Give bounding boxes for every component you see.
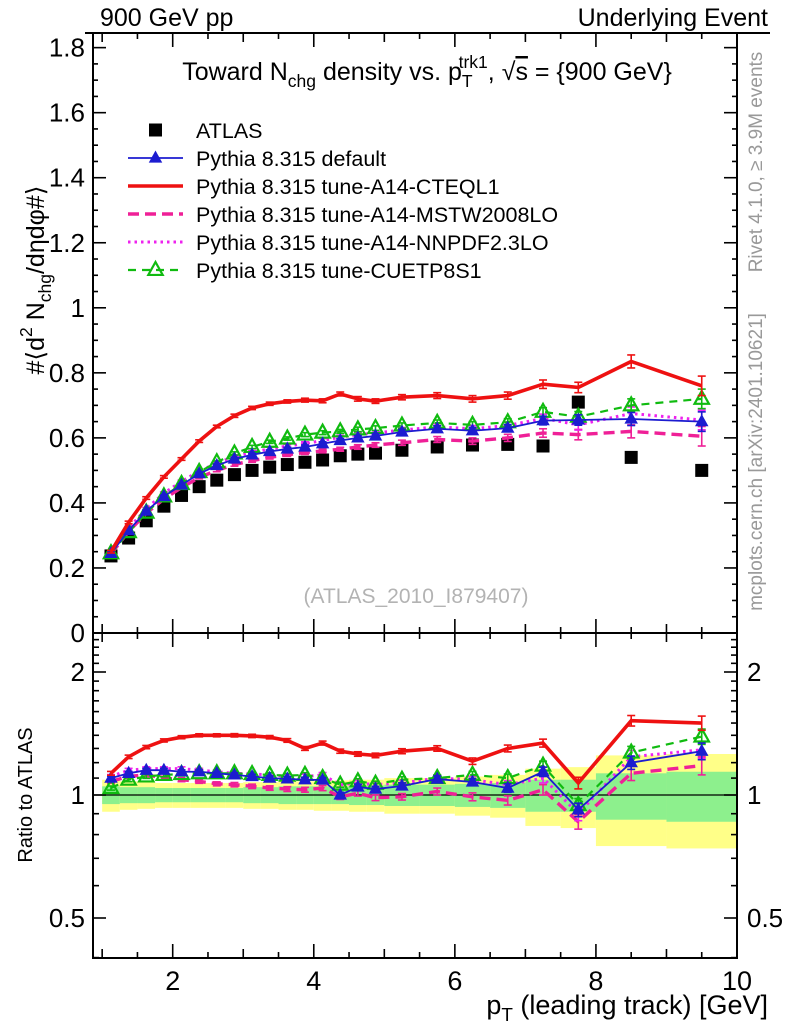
data-point-atlas: [281, 458, 294, 471]
data-point-atlas: [625, 451, 638, 464]
x-tick-label: 8: [588, 966, 604, 996]
legend-marker-atlas: [149, 124, 162, 137]
ratio-tick-label: 0.5: [48, 903, 85, 934]
y-axis-label: $\#⟨d^2$ $N_{chg}/d\eta d\varphi\#⟩$: [16, 185, 55, 375]
y-tick-label: 1: [70, 292, 85, 323]
data-point-atlas: [369, 447, 382, 460]
y-tick-label: 0.2: [48, 552, 85, 583]
ratio-tick-label: 2: [70, 656, 85, 687]
y-tick-label: 0.4: [48, 487, 85, 518]
data-point-atlas: [210, 474, 223, 487]
data-point-atlas: [263, 461, 276, 474]
main-panel-frame: [93, 33, 737, 633]
legend-marker-cuetp8s1: [148, 262, 162, 275]
rivet-version-note: Rivet 4.1.0, ≥ 3.9M events: [746, 51, 767, 273]
legend-label-cuetp8s1: Pythia 8.315 tune-CUETP8S1: [196, 259, 482, 283]
ratio-tick-label-right: 2: [747, 656, 762, 687]
legend-label-a14-mstw2008lo: Pythia 8.315 tune-A14-MSTW2008LO: [196, 203, 559, 227]
x-tick-label: 4: [306, 966, 322, 996]
y-tick-label: 0: [70, 618, 85, 648]
data-point-atlas: [228, 468, 241, 481]
x-tick-label: 2: [165, 966, 181, 996]
legend-label-a14-cteql1: Pythia 8.315 tune-A14-CTEQL1: [196, 175, 500, 199]
data-point-atlas: [537, 440, 550, 453]
legend-marker-pythia-default: [149, 151, 163, 163]
mcplots-arxiv-note: mcplots.cern.ch [arXiv:2401.10621]: [746, 313, 767, 611]
watermark-analysis-id: (ATLAS_2010_I879407): [303, 585, 529, 608]
legend-label-atlas: ATLAS: [196, 119, 263, 143]
x-tick-label: 10: [721, 966, 753, 996]
data-point-atlas: [695, 464, 708, 477]
x-axis-label: $p_T$ (leading track) [GeV]: [486, 990, 768, 1024]
chart-layer: [16, 33, 783, 1024]
legend-label-pythia-default: Pythia 8.315 default: [196, 147, 387, 171]
data-point-atlas: [316, 453, 329, 466]
plot-title: Toward $N_{chg}$ density vs. $p_Ttrk1$, √s = {900 GeV}: [182, 52, 672, 91]
ratio-tick-label: 1: [70, 780, 85, 810]
y-tick-label: 0.8: [48, 357, 85, 388]
x-tick-label: 6: [447, 966, 463, 996]
ratio-tick-label-right: 0.5: [747, 903, 784, 934]
y-tick-label: 1.6: [48, 97, 85, 128]
ratio-tick-label-right: 1: [747, 780, 762, 810]
header-beam-label: 900 GeV pp: [100, 4, 234, 32]
ratio-axis-label: Ratio to ATLAS: [15, 727, 37, 863]
legend-label-a14-nnpdf23lo: Pythia 8.315 tune-A14-NNPDF2.3LO: [196, 231, 549, 255]
y-tick-label: 0.6: [48, 422, 85, 453]
uncertainty-band-inner: [666, 772, 737, 822]
y-tick-label: 1.2: [48, 227, 85, 258]
y-tick-label: 1.4: [48, 162, 85, 193]
marker-pythia-default: [175, 764, 189, 776]
marker-pythia-default: [695, 414, 709, 426]
y-tick-label: 1.8: [48, 32, 85, 63]
data-point-atlas: [246, 464, 259, 477]
data-point-atlas: [298, 456, 311, 469]
header-analysis-label: Underlying Event: [577, 4, 768, 32]
